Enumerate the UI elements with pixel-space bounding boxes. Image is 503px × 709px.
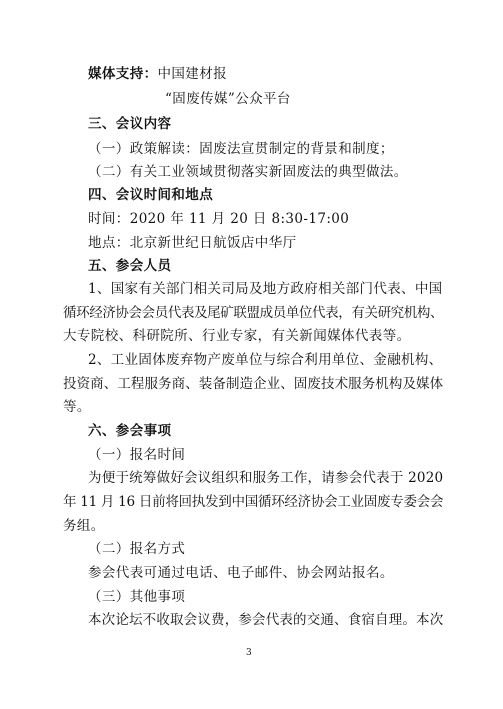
registration-method-line-1: 参会代表可通过电话、电子邮件、协会网站报名。	[88, 565, 394, 581]
media-support-label: 媒体支持：	[88, 66, 158, 82]
attendees-paragraph-1-line-2: 循环经济协会会员代表及尾矿联盟成员单位代表，有关研究机构、	[63, 305, 444, 321]
registration-time-line-3: 务组。	[63, 518, 105, 534]
meeting-place: 地点：北京新世纪日航饭店中华厅	[88, 235, 297, 251]
media-support-value-2: “固废传媒”公众平台	[165, 91, 291, 107]
registration-time-line-1: 为便于统筹做好会议组织和服务工作，请参会代表于 2020	[88, 470, 444, 486]
registration-method-heading: （二）报名方式	[88, 541, 186, 557]
registration-time-line-2: 年 11 月 16 日前将回执发到中国循环经济协会工业固废专委会会	[63, 494, 444, 510]
other-matters-heading: （三）其他事项	[88, 589, 186, 605]
section3-item-1: （一）政策解读：固废法宣贯制定的背景和制度；	[88, 141, 394, 157]
attendees-paragraph-1-line-1: 1、国家有关部门相关司局及地方政府相关部门代表、中国	[88, 281, 443, 297]
other-matters-line-1: 本次论坛不收取会议费，参会代表的交通、食宿自理。本次	[88, 612, 444, 628]
meeting-time: 时间：2020 年 11 月 20 日 8:30-17:00	[88, 211, 350, 227]
section-heading-4: 四、会议时间和地点	[88, 187, 214, 203]
page-number: 3	[246, 648, 252, 658]
media-support-value-1: 中国建材报	[157, 66, 227, 82]
attendees-paragraph-1-line-3: 大专院校、科研院所、行业专家，有关新闻媒体代表等。	[63, 328, 411, 344]
section3-item-2: （二）有关工业领域贯彻落实新固废法的典型做法。	[88, 164, 408, 180]
media-support-line	[88, 66, 227, 82]
registration-time-heading: （一）报名时间	[88, 447, 186, 463]
section-heading-3: 三、会议内容	[88, 116, 172, 132]
section-heading-5: 五、参会人员	[88, 258, 172, 274]
attendees-paragraph-2-line-1: 2、工业固体废弃物产废单位与综合利用单位、金融机构、	[88, 352, 443, 368]
attendees-paragraph-2-line-2: 投资商、工程服务商、装备制造企业、固废技术服务机构及媒体	[63, 376, 444, 392]
section-heading-6: 六、参会事项	[88, 423, 172, 439]
attendees-paragraph-2-line-3: 等。	[63, 399, 91, 415]
